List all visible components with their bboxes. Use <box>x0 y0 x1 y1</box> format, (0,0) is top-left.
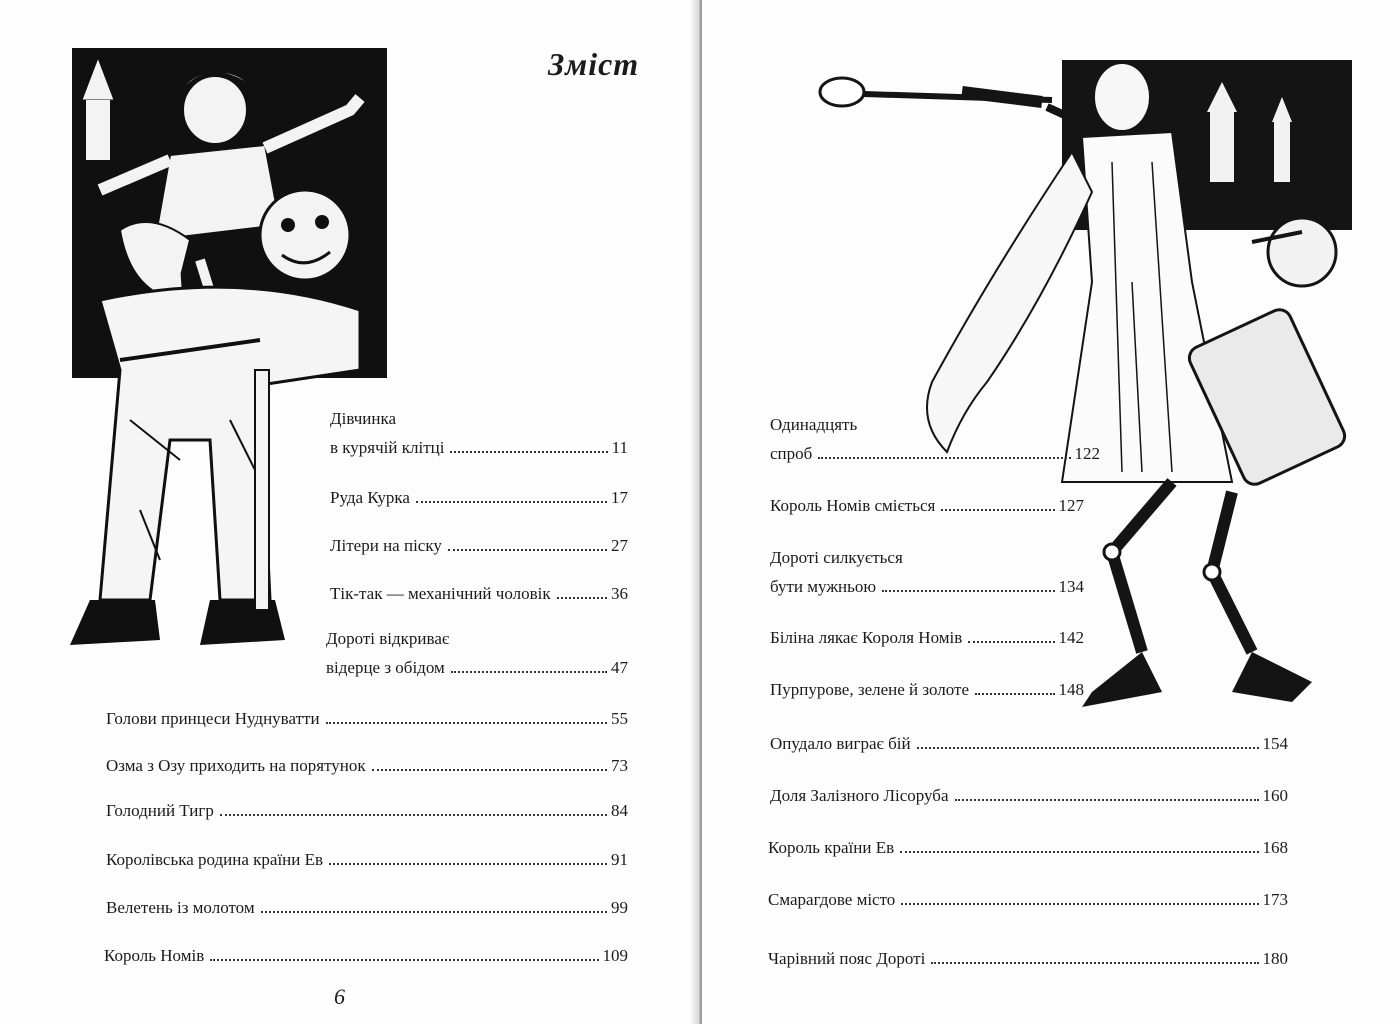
toc-entry-title: Руда Курка <box>330 488 410 507</box>
dot-leader <box>451 671 607 673</box>
toc-entry[interactable] <box>326 624 628 682</box>
toc-page-number: 11 <box>611 438 628 457</box>
toc-entry[interactable] <box>106 893 628 922</box>
toc-entry[interactable] <box>770 491 1084 520</box>
toc-page-number: 127 <box>1058 496 1084 515</box>
toc-entry-title: Голови принцеси Нуднуватти <box>106 709 320 728</box>
dot-leader <box>416 501 607 503</box>
dot-leader <box>818 457 1070 459</box>
toc-page-number: 122 <box>1074 444 1100 463</box>
toc-entry-title-line1: Одинадцять <box>770 415 858 434</box>
dot-leader <box>220 814 607 816</box>
toc-title: Зміст <box>548 46 640 82</box>
toc-entry-title: Смарагдове місто <box>768 890 896 909</box>
toc-page-number: 91 <box>611 850 628 869</box>
dot-leader <box>900 851 1258 853</box>
page-number: 6 <box>334 984 345 1009</box>
toc-entry-title: Літери на піску <box>330 536 442 555</box>
toc-entry[interactable] <box>770 543 1084 601</box>
dot-leader <box>931 962 1258 964</box>
dot-leader <box>450 451 607 453</box>
dot-leader <box>901 903 1258 905</box>
toc-entry[interactable] <box>770 410 1100 468</box>
toc-entry[interactable] <box>770 623 1084 652</box>
toc-entry-title-line1: Дороті відкриває <box>326 629 450 648</box>
toc-entry[interactable] <box>106 704 628 733</box>
toc-page-number: 168 <box>1262 838 1288 857</box>
toc-entry-title: Доля Залізного Лісоруба <box>770 786 949 805</box>
toc-entry-title: Біліна лякає Короля Номів <box>770 628 963 647</box>
toc-page-number: 148 <box>1058 680 1084 699</box>
toc-entry[interactable] <box>768 944 1288 973</box>
toc-entry[interactable] <box>330 404 628 462</box>
dot-leader <box>968 641 1054 643</box>
toc-entry[interactable] <box>106 751 628 780</box>
toc-entry[interactable] <box>768 885 1288 914</box>
dot-leader <box>955 799 1259 801</box>
dot-leader <box>448 549 607 551</box>
toc-entry-title: Пурпурове, зелене й золоте <box>770 680 970 699</box>
toc-entry-title: спроб <box>770 444 813 463</box>
dot-leader <box>557 597 607 599</box>
dot-leader <box>917 747 1259 749</box>
toc-entry-title: Голодний Тигр <box>106 801 214 820</box>
toc-page-number: 55 <box>611 709 628 728</box>
toc-page-number: 84 <box>611 801 628 820</box>
illustration-dorothy-scarecrow <box>60 40 390 670</box>
dot-leader <box>261 911 607 913</box>
dot-leader <box>372 769 607 771</box>
toc-page-number: 17 <box>611 488 628 507</box>
toc-entry-title-line1: Дівчинка <box>330 409 396 428</box>
toc-entry[interactable] <box>768 833 1288 862</box>
toc-entry-title-line1: Дороті силкується <box>770 548 903 567</box>
illustration-ozma-tiktok <box>812 52 1352 722</box>
toc-page-number: 27 <box>611 536 628 555</box>
toc-page-number: 160 <box>1262 786 1288 805</box>
dot-leader <box>210 959 598 961</box>
toc-page-number: 109 <box>602 946 628 965</box>
dot-leader <box>326 722 607 724</box>
toc-entry-title: бути мужньою <box>770 577 877 596</box>
toc-page-number: 36 <box>611 584 628 603</box>
left-page <box>0 0 698 1024</box>
toc-page-number: 73 <box>611 756 628 775</box>
toc-entry[interactable] <box>106 796 628 825</box>
toc-page-number: 154 <box>1262 734 1288 753</box>
toc-entry[interactable] <box>106 845 628 874</box>
toc-entry[interactable] <box>330 579 628 608</box>
dot-leader <box>329 863 607 865</box>
toc-entry-title: Тік-так — механічний чоловік <box>330 584 551 603</box>
toc-page-number: 173 <box>1262 890 1288 909</box>
toc-page-number: 180 <box>1262 949 1288 968</box>
toc-page-number: 134 <box>1058 577 1084 596</box>
toc-entry[interactable] <box>770 675 1084 704</box>
toc-entry[interactable] <box>330 531 628 560</box>
toc-entry-title: Опудало виграє бій <box>770 734 911 753</box>
toc-entry-title: Озма з Озу приходить на порятунок <box>106 756 366 775</box>
toc-entry-title: Королівська родина країни Ев <box>106 850 324 869</box>
toc-entry[interactable] <box>104 941 628 970</box>
toc-entry-title: відерце з обідом <box>326 658 445 677</box>
toc-entry[interactable] <box>770 729 1288 758</box>
toc-page-number: 47 <box>611 658 628 677</box>
toc-entry-title: Король Номів сміється <box>770 496 936 515</box>
toc-page-number: 142 <box>1058 628 1084 647</box>
dot-leader <box>941 509 1054 511</box>
right-page <box>702 0 1400 1024</box>
toc-entry-title: Чарівний пояс Дороті <box>768 949 926 968</box>
toc-entry[interactable] <box>770 781 1288 810</box>
toc-entry-title: Король Номів <box>104 946 205 965</box>
toc-entry-title: Король країни Ев <box>768 838 895 857</box>
dot-leader <box>975 693 1054 695</box>
toc-entry-title: Велетень із молотом <box>106 898 255 917</box>
toc-entry-title: в курячій клітці <box>330 438 445 457</box>
toc-page-number: 99 <box>611 898 628 917</box>
toc-entry[interactable] <box>330 483 628 512</box>
dot-leader <box>882 590 1054 592</box>
